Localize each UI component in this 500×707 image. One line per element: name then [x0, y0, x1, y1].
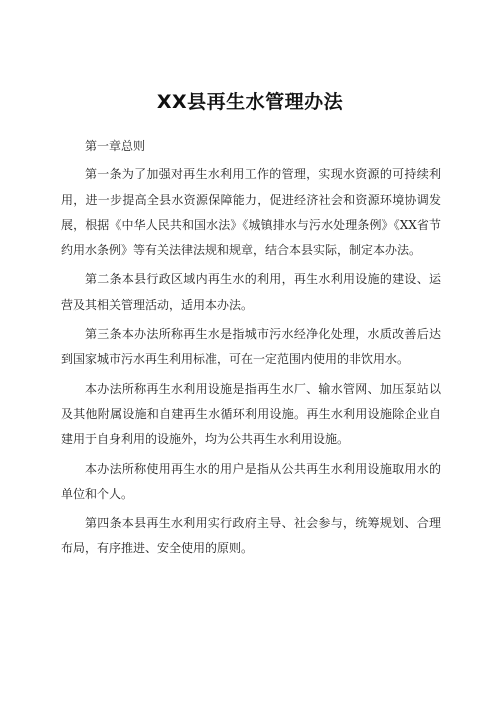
document-body: [61, 134, 441, 566]
paragraph-article-4: 第四条本县再生水利用实行政府主导、社会参与，统筹规划、合理布局，有序推进、安全使用的原则。: [61, 516, 441, 556]
paragraph-article-3: 第三条本办法所称再生水是指城市污水经净化处理，水质改善后达到国家城市污水再生利用标准，可在一定范围内使用的非饮用水。: [61, 327, 441, 367]
paragraph-article-2: 第二条本县行政区域内再生水的利用，再生水利用设施的建设、运营及其相关管理活动，适用本办法。: [61, 272, 441, 312]
paragraph-user-definition: 本办法所称使用再生水的用户是指从公共再生水利用设施取用水的单位和个人。: [61, 461, 441, 501]
document-title: XX县再生水管理办法: [156, 91, 344, 113]
chapter-heading: 第一章总则: [85, 139, 146, 153]
paragraph-article-1: 第一条为了加强对再生水利用工作的管理，实现水资源的可持续利用，进一步提高全县水资源保障能力，促进经济社会和资源环境协调发展，根据《中华人民共和国水法》《城镇排水与污水处理条例》《XX省节约用水条例》等有关法律法规和规章，结合本县实际，制定本办法。: [61, 167, 441, 258]
paragraph-facility-definition: 本办法所称再生水利用设施是指再生水厂、输水管网、加压泵站以及其他附属设施和自建再生水循环利用设施。再生水利用设施除企业自建用于自身利用的设施外，均为公共再生水利用设施。: [61, 381, 441, 447]
